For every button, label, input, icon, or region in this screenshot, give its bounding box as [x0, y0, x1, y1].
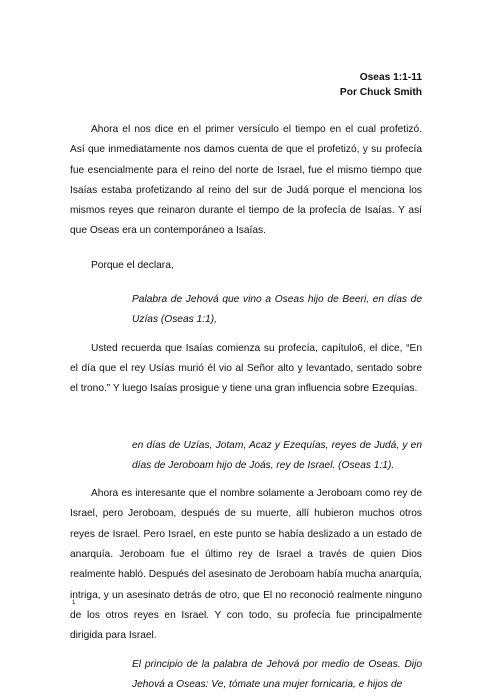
paragraph-isaiah: Usted recuerda que Isaías comienza su profecía, capítulo6, el dice, “En el día que el rey Usías murió él vio al Señor alto y levantado, sentado sobre el trono.” Y luego Isaías prosigue y tiene una gran influencia sobre Ezequías.	[70, 342, 422, 395]
paragraph-declaration: Porque el declara,	[91, 259, 174, 271]
paragraph-jeroboam: Ahora es interesante que el nombre solamente a Jeroboam como rey de Israel, pero Jeroboam, después de su muerte, allí hubieron muchos otros reyes de Israel. Pero Israel, en este punto se había deslizado a un estado de anarquía. Jeroboam fue el último rey de Israel a través de quien Dios realmente habló. Después del asesinato de Jeroboam había mucha anarquía, intriga, y un asesinato detrás de otro, que El no reconoció realmente ninguno de los otros reyes en Israel. Y con todo, su profecía fue principalmente dirigida para Israel.	[70, 488, 422, 642]
document-title: Oseas 1:1-11	[359, 72, 422, 83]
document-header	[70, 70, 422, 100]
paragraph-intro: Ahora el nos dice en el primer versículo el tiempo en el cual profetizó. Así que inmediatamente nos damos cuenta de que el profetizó, y su profecía fue esencialmente para el reino del norte de Israel, fue el mismo tiempo que Isaías estaba profetizando al reino del sur de Judá porque el menciona los mismos reyes que reinaron durante el tiempo de la profecía de Isaías. Y así que Oseas era un contemporáneo a Isaías.	[70, 124, 422, 237]
page-number: 1	[72, 600, 76, 606]
scripture-quote-1: Palabra de Jehová que vino a Oseas hijo de Beeri, en días de Uzías (Oseas 1:1),	[132, 294, 422, 326]
scripture-quote-3: El principio de la palabra de Jehová por medio de Oseas. Dijo Jehová a Oseas: Ve, tómate una mujer fornicaria, e hijos de	[132, 658, 422, 690]
document-author: Por Chuck Smith	[339, 87, 422, 98]
scripture-quote-2: en días de Uzías, Jotam, Acaz y Ezequías, reyes de Judá, y en días de Jeroboam hijo de Joás, rey de Israel. (Oseas 1:1).	[132, 439, 422, 471]
